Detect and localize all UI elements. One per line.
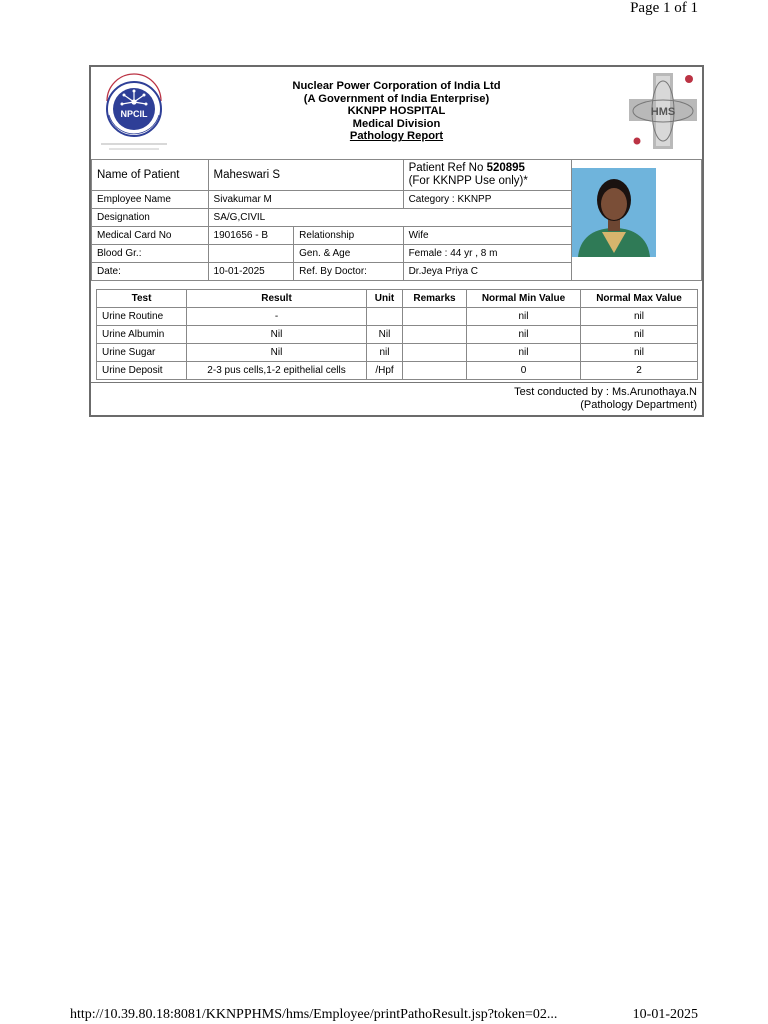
results-table: [96, 289, 698, 380]
col-normal-min: Normal Min Value: [467, 290, 581, 308]
test-normal-max: nil: [581, 326, 698, 344]
date-label: Date:: [92, 263, 209, 281]
blood-group-value: [208, 245, 294, 263]
col-result: Result: [187, 290, 367, 308]
patient-name-value: Maheswari S: [208, 160, 403, 191]
test-unit: Nil: [367, 326, 403, 344]
test-name: Urine Deposit: [97, 362, 187, 380]
test-normal-min: 0: [467, 362, 581, 380]
patient-ref-cell: [403, 160, 571, 191]
col-test: Test: [97, 290, 187, 308]
patient-ref-note: (For KKNPP Use only)*: [408, 175, 528, 187]
results-header-row: [97, 290, 698, 308]
ref-doctor-label: Ref. By Doctor:: [294, 263, 403, 281]
ref-doctor-value: Dr.Jeya Priya C: [403, 263, 571, 281]
test-normal-min: nil: [467, 326, 581, 344]
medical-card-label: Medical Card No: [92, 227, 209, 245]
test-remarks: [403, 344, 467, 362]
division-name: Medical Division: [352, 117, 441, 130]
col-unit: Unit: [367, 290, 403, 308]
table-row: [97, 308, 698, 326]
test-normal-min: nil: [467, 344, 581, 362]
relationship-label: Relationship: [294, 227, 403, 245]
test-remarks: [403, 362, 467, 380]
footer-divider: [91, 382, 702, 383]
footer-url: http://10.39.80.18:8081/KKNPPHMS/hms/Employee/printPathoResult.jsp?token=02...: [70, 1007, 558, 1022]
test-unit: [367, 308, 403, 326]
designation-label: Designation: [92, 209, 209, 227]
patient-ref-label: Patient Ref No: [408, 162, 484, 174]
logo-text: NPCIL: [120, 109, 148, 119]
pathology-report: [89, 65, 704, 417]
test-name: Urine Sugar: [97, 344, 187, 362]
test-normal-min: nil: [467, 308, 581, 326]
test-remarks: [403, 308, 467, 326]
table-row: [97, 326, 698, 344]
page-number: Page 1 of 1: [630, 0, 698, 16]
test-result: 2-3 pus cells,1-2 epithelial cells: [187, 362, 367, 380]
patient-name-label: Name of Patient: [92, 160, 209, 191]
department: (Pathology Department): [580, 399, 697, 411]
gender-age-value: Female : 44 yr , 8 m: [403, 245, 571, 263]
report-title: Pathology Report: [349, 130, 444, 143]
patient-photo: [572, 168, 656, 257]
relationship-value: Wife: [403, 227, 571, 245]
test-normal-max: nil: [581, 344, 698, 362]
table-row: [97, 344, 698, 362]
test-unit: nil: [367, 344, 403, 362]
hms-text: HMS: [650, 106, 676, 118]
footer-date: 10-01-2025: [632, 1007, 698, 1022]
conducted-by-block: [514, 386, 697, 412]
report-title-block: [91, 80, 702, 143]
table-row: [97, 362, 698, 380]
patient-ref-value: 520895: [486, 162, 525, 174]
medical-card-value: 1901656 - B: [208, 227, 294, 245]
patient-photo-cell: [571, 160, 701, 281]
col-remarks: Remarks: [403, 290, 467, 308]
test-name: Urine Albumin: [97, 326, 187, 344]
date-value: 10-01-2025: [208, 263, 294, 281]
employee-name-value: Sivakumar M: [208, 191, 403, 209]
gender-age-label: Gen. & Age: [294, 245, 403, 263]
employee-name-label: Employee Name: [92, 191, 209, 209]
report-header: [91, 67, 702, 160]
category-value: Category : KKNPP: [403, 191, 571, 209]
test-unit: /Hpf: [367, 362, 403, 380]
org-name: Nuclear Power Corporation of India Ltd: [292, 80, 501, 92]
conducted-by: Test conducted by : Ms.Arunothaya.N: [514, 386, 697, 398]
test-name: Urine Routine: [97, 308, 187, 326]
blood-group-label: Blood Gr.:: [92, 245, 209, 263]
test-result: -: [187, 308, 367, 326]
test-result: Nil: [187, 326, 367, 344]
test-normal-max: 2: [581, 362, 698, 380]
org-subtitle: (A Government of India Enterprise): [303, 92, 490, 105]
designation-value: SA/G,CIVIL: [208, 209, 571, 227]
test-normal-max: nil: [581, 308, 698, 326]
hospital-name: KKNPP HOSPITAL: [347, 105, 446, 118]
hms-logo: [627, 71, 699, 151]
test-remarks: [403, 326, 467, 344]
patient-info-table: [91, 159, 702, 281]
test-result: Nil: [187, 344, 367, 362]
col-normal-max: Normal Max Value: [581, 290, 698, 308]
